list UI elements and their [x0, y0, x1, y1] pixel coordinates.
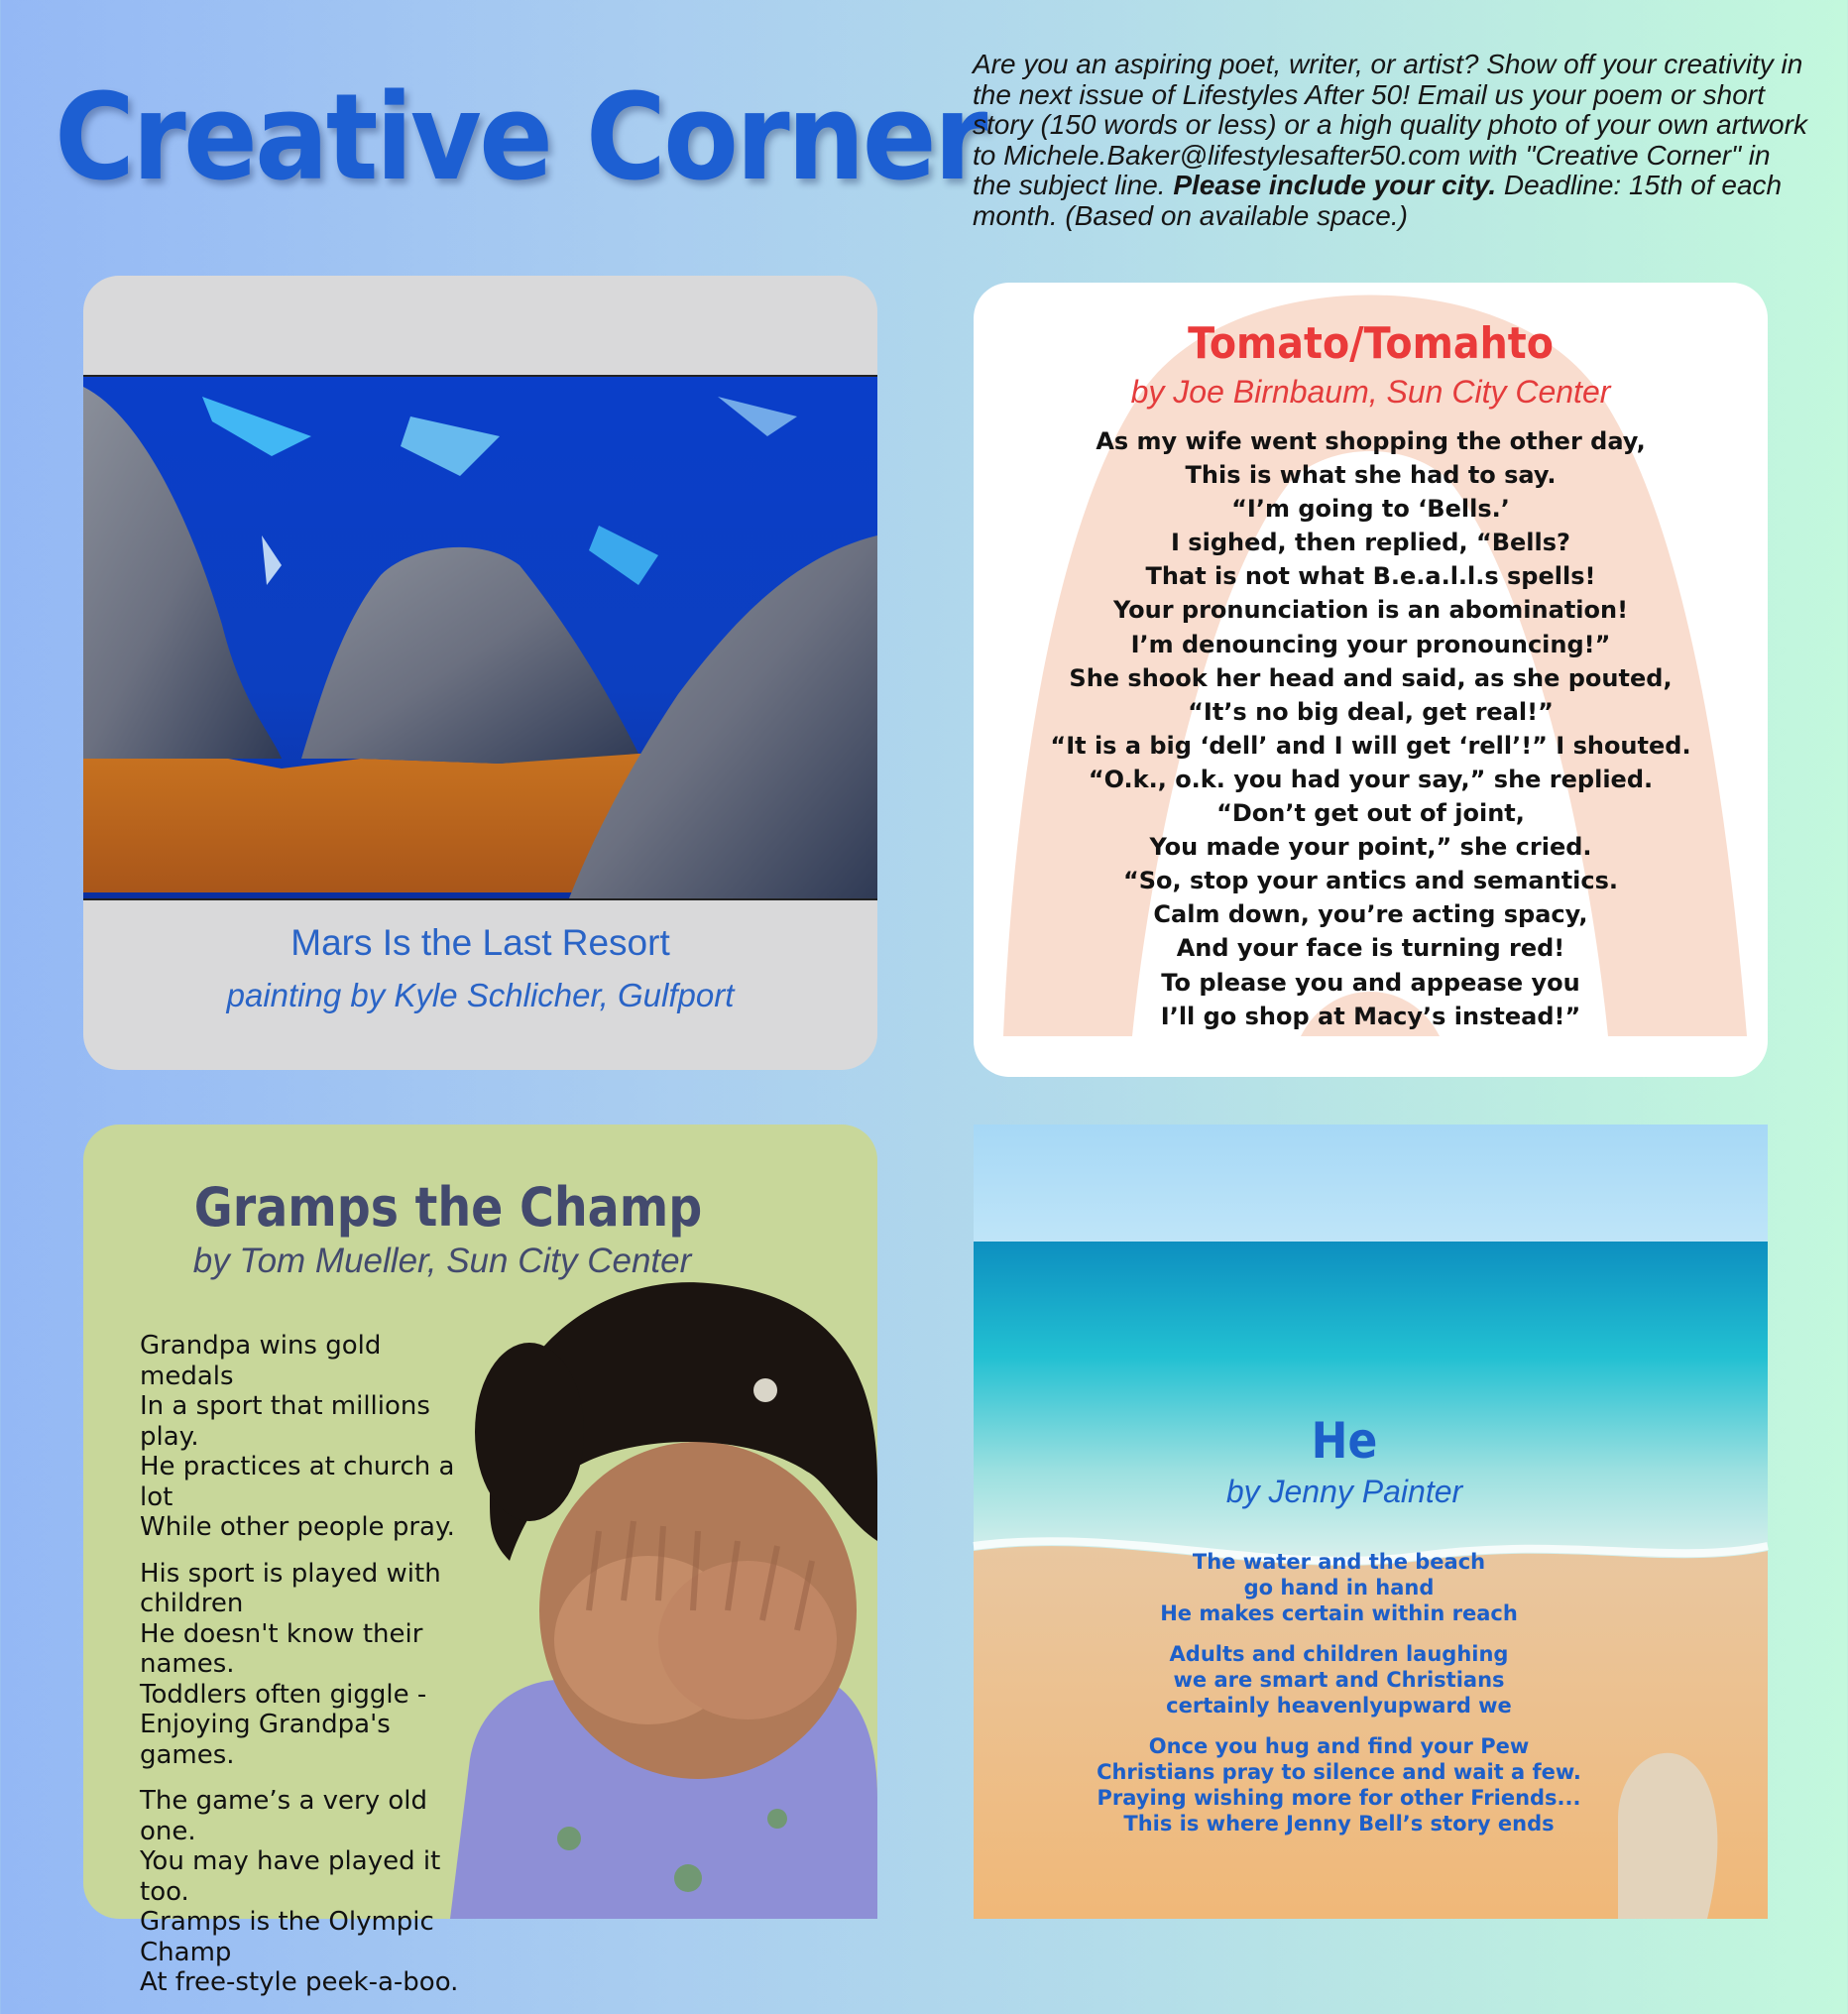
poem-line: He practices at church a lot	[140, 1452, 455, 1512]
gramps-poem-panel	[83, 1125, 877, 1997]
he-poem-body	[974, 1549, 1704, 1851]
he-poem-title: He	[1311, 1412, 1378, 1470]
poem-line: children	[140, 1589, 244, 1618]
poem-line: And your face is turning red!	[1176, 934, 1565, 963]
poem-line: “It is a big ‘dell’ and I will get ‘rell’!” I shouted.	[1050, 731, 1691, 760]
tomato-poem-title: Tomato/Tomahto	[1188, 318, 1554, 369]
poem-line: The water and the beach	[1192, 1550, 1486, 1574]
poem-line: “O.k., o.k. you had your say,” she replied.	[1088, 765, 1654, 793]
poem-line: To please you and appease you	[1161, 968, 1580, 997]
poem-line: You may have played it too.	[140, 1846, 441, 1907]
poem-line: “So, stop your antics and semantics.	[1122, 867, 1619, 895]
poem-line: Grandpa wins gold medals	[140, 1331, 382, 1391]
poem-line: In a sport that millions play.	[140, 1391, 430, 1452]
poem-line: Toddlers often giggle -	[140, 1679, 427, 1710]
poem-line: I’ll go shop at Macy’s instead!”	[1160, 1002, 1581, 1030]
poem-line: This is where Jenny Bell’s story ends	[1123, 1812, 1555, 1836]
poem-line: Gramps is the Olympic	[140, 1907, 434, 1937]
poem-line: Once you hug and find your Pew	[1148, 1734, 1530, 1758]
poem-line: He doesn't know their	[140, 1618, 423, 1649]
poem-line: This is what she had to say.	[1185, 461, 1557, 490]
poem-line: we are smart and Christians	[1173, 1668, 1505, 1692]
poem-line: While other people pray.	[140, 1512, 455, 1542]
painting-panel	[83, 276, 877, 1070]
painting-byline: painting by Kyle Schlicher, Gulfport	[226, 977, 735, 1013]
intro-text: Are you an aspiring poet, writer, or artist? Show off your creativity in the next issue of Lifestyles After 50! Email us your poem or short story (150 words or less) or a high quality photo of your own artwork to Michele.Baker@lifestylesafter50.com with "Creative Corner" in the subject line.	[973, 49, 1807, 200]
poem-line: At free-style peek-a-boo.	[140, 1967, 459, 1997]
poem-line: His sport is played with	[140, 1558, 441, 1589]
poem-line: You made your point,” she cried.	[1149, 833, 1592, 862]
poem-stanza	[974, 1549, 1704, 1626]
he-poem-panel	[974, 1125, 1768, 1919]
poem-line: Praying wishing more for other Friends...	[1097, 1786, 1581, 1810]
poem-stanza	[974, 1641, 1704, 1718]
poem-line: Enjoying Grandpa's games.	[140, 1710, 391, 1770]
gramps-poem-byline: by Tom Mueller, Sun City Center	[192, 1242, 692, 1280]
gramps-poem-title: Gramps the Champ	[193, 1176, 703, 1239]
he-poem-byline: by Jenny Painter	[1225, 1474, 1463, 1509]
poem-line: That is not what B.e.a.l.l.s spells!	[1145, 562, 1596, 591]
poem-stanza	[140, 1331, 477, 1543]
poem-line: Calm down, you’re acting spacy,	[1153, 900, 1588, 929]
poem-line: As my wife went shopping the other day,	[1096, 427, 1646, 455]
tomato-poem-body	[974, 424, 1768, 1033]
child-covering-face-photo	[450, 1283, 877, 1919]
poem-line: “I’m going to ‘Bells.’	[1231, 495, 1510, 524]
poem-line: She shook her head and said, as she pouted,	[1069, 663, 1673, 692]
poem-line: I’m denouncing your pronouncing!”	[1130, 630, 1611, 658]
tomato-poem-byline: by Joe Birnbaum, Sun City Center	[1130, 374, 1611, 410]
mars-painting-image	[83, 375, 877, 900]
poem-line: “It’s no big deal, get real!”	[1188, 697, 1554, 726]
poem-line: names.	[140, 1649, 235, 1679]
submission-instructions	[973, 50, 1815, 231]
page-title: Creative Corner	[55, 69, 985, 207]
poem-line: The game’s a very old one.	[140, 1786, 428, 1846]
poem-stanza	[140, 1559, 477, 1771]
poem-line: I sighed, then replied, “Bells?	[1171, 529, 1570, 557]
poem-line: Your pronunciation is an abomination!	[1112, 596, 1629, 625]
tomato-poem-panel	[974, 283, 1768, 1077]
poem-line: certainly heavenlyupward we	[1166, 1694, 1512, 1718]
intro-deadline-text: Deadline: 15th of each month. (Based on available space.)	[973, 170, 1783, 231]
poem-line: Adults and children laughing	[1169, 1642, 1509, 1666]
poem-line: go hand in hand	[1243, 1576, 1435, 1599]
poem-line: Christians pray to silence and wait a few.	[1097, 1760, 1581, 1784]
poem-line: He makes certain within reach	[1160, 1601, 1518, 1625]
poem-line: “Don’t get out of joint,	[1216, 799, 1525, 828]
gramps-poem-body	[140, 1331, 477, 2014]
intro-bold-text: Please include your city.	[1173, 170, 1497, 200]
poem-line: Champ	[140, 1937, 232, 1967]
poem-stanza	[974, 1733, 1704, 1836]
poem-stanza	[140, 1786, 477, 1998]
painting-title: Mars Is the Last Resort	[290, 922, 670, 963]
